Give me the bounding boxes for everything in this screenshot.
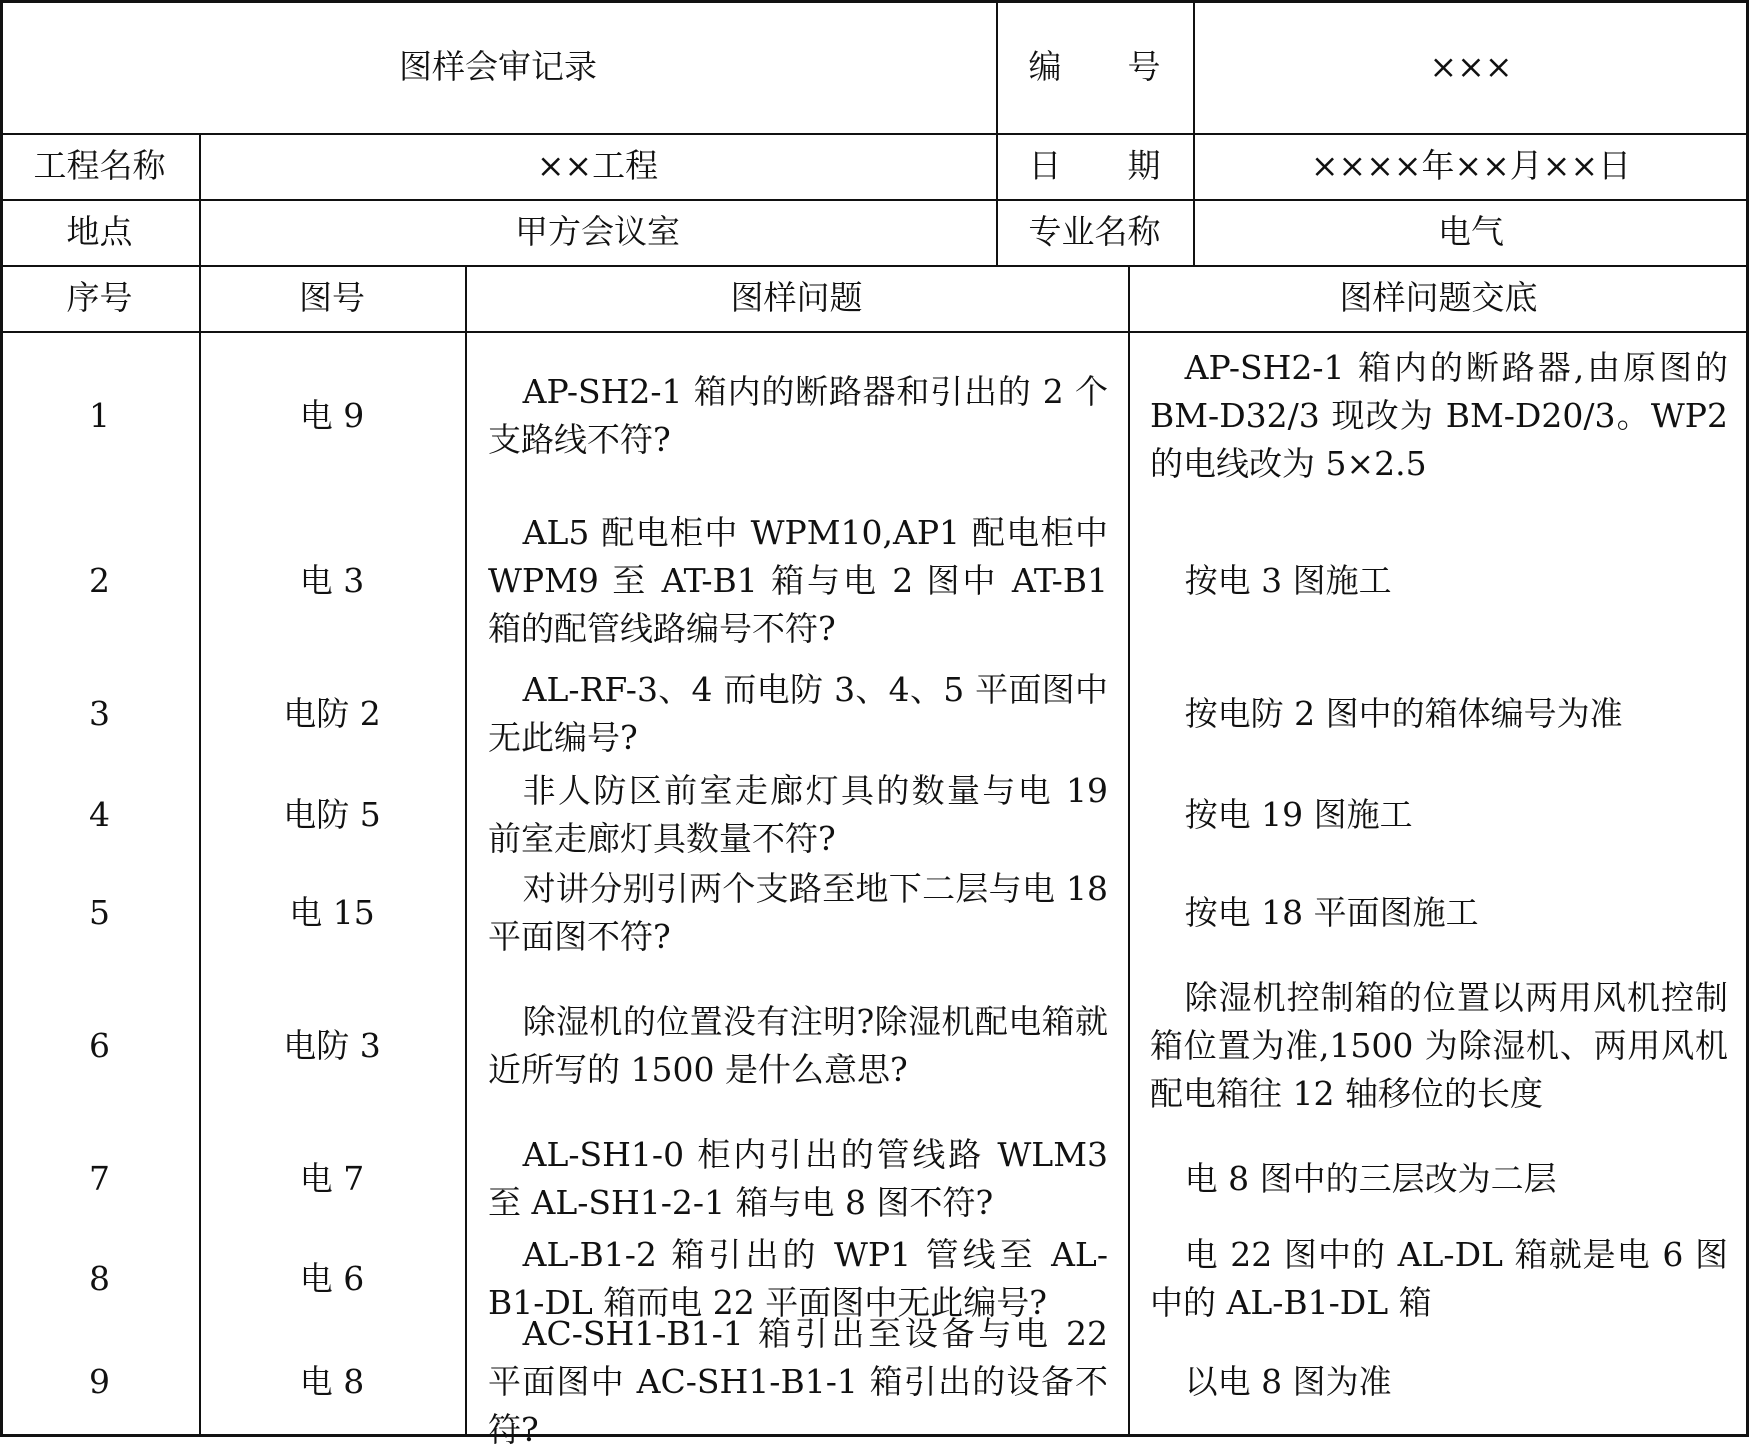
date-value: ××××年××月××日 [1310, 146, 1632, 185]
row-5-seq: 5 [89, 893, 110, 932]
date-label: 日 期 [1028, 146, 1161, 185]
location-label: 地点 [66, 212, 133, 251]
row-1-drawing-no: 电 9 [299, 396, 365, 435]
row-1-seq: 1 [89, 396, 110, 435]
row-4-issue: 非人防区前室走廊灯具的数量与电 19 前室走廊灯具数量不符? [488, 770, 1108, 858]
column-header-response: 图样问题交底 [1339, 278, 1538, 317]
row-2-response: 按电 3 图施工 [1184, 561, 1392, 600]
row-6-drawing-no: 电防 3 [283, 1026, 381, 1065]
row-9-response: 以电 8 图为准 [1184, 1361, 1392, 1401]
row-5-response: 按电 18 平面图施工 [1184, 893, 1479, 932]
row-1-issue: AP-SH2-1 箱内的断路器和引出的 2 个支路线不符? [488, 372, 1108, 459]
project-label: 工程名称 [33, 146, 166, 185]
row-7-response: 电 8 图中的三层改为二层 [1184, 1159, 1557, 1198]
row-1-response: AP-SH2-1 箱内的断路器,由原图的 BM-D32/3 现改为 BM-D20/3。WP2 的电线改为 5×2.5 [1150, 348, 1728, 483]
column-header-drawing-no: 图号 [299, 278, 365, 317]
row-7-issue: AL-SH1-0 柜内引出的管线路 WLM3 至 AL-SH1-2-1 箱与电 8 图不符? [488, 1135, 1108, 1222]
row-5-drawing-no: 电 15 [289, 893, 375, 932]
record-title: 图样会审记录 [399, 46, 597, 86]
row-9-drawing-no: 电 8 [299, 1361, 365, 1401]
row-6-issue: 除湿机的位置没有注明?除湿机配电箱就近所写的 1500 是什么意思? [488, 1002, 1108, 1089]
project-value: ××工程 [536, 146, 659, 185]
row-3-drawing-no: 电防 2 [283, 693, 381, 733]
number-label: 编 号 [1028, 46, 1161, 86]
row-6-seq: 6 [89, 1026, 110, 1065]
row-3-issue: AL-RF-3、4 而电防 3、4、5 平面图中无此编号? [488, 669, 1108, 757]
number-value: ××× [1429, 46, 1513, 86]
discipline-value: 电气 [1438, 212, 1504, 251]
row-4-response: 按电 19 图施工 [1184, 794, 1413, 834]
row-8-issue: AL-B1-2 箱引出的 WP1 管线至 AL-B1-DL 箱而电 22 平面图中无此编号? [488, 1235, 1108, 1322]
row-7-seq: 7 [89, 1159, 110, 1198]
row-9-seq: 9 [89, 1361, 110, 1401]
row-8-drawing-no: 电 6 [299, 1259, 365, 1298]
row-8-response: 电 22 图中的 AL-DL 箱就是电 6 图中的 AL-B1-DL 箱 [1150, 1235, 1728, 1322]
column-header-seq: 序号 [66, 278, 133, 317]
rule-col-e [1128, 265, 1130, 1437]
row-9-issue: AC-SH1-B1-1 箱引出至设备与电 22 平面图中 AC-SH1-B1-1 箱引出的设备不符? [488, 1313, 1108, 1449]
discipline-label: 专业名称 [1028, 212, 1161, 251]
location-value: 甲方会议室 [515, 212, 680, 251]
row-3-response: 按电防 2 图中的箱体编号为准 [1184, 693, 1623, 733]
row-2-seq: 2 [89, 561, 110, 600]
row-6-response: 除湿机控制箱的位置以两用风机控制箱位置为准,1500 为除湿机、两用风机配电箱往 12 轴移位的长度 [1150, 978, 1728, 1113]
row-2-issue: AL5 配电柜中 WPM10,AP1 配电柜中 WPM9 至 AT-B1 箱与电 2 图中 AT-B1 箱的配管线路编号不符? [488, 513, 1108, 648]
row-5-issue: 对讲分别引两个支路至地下二层与电 18 平面图不符? [488, 869, 1108, 956]
row-3-seq: 3 [89, 693, 110, 733]
row-8-seq: 8 [89, 1259, 110, 1298]
row-4-drawing-no: 电防 5 [283, 794, 381, 834]
row-2-drawing-no: 电 3 [299, 561, 365, 600]
row-7-drawing-no: 电 7 [299, 1159, 365, 1198]
row-4-seq: 4 [89, 794, 110, 834]
rule-col-d [465, 265, 467, 1437]
column-header-issue: 图样问题 [730, 278, 863, 317]
